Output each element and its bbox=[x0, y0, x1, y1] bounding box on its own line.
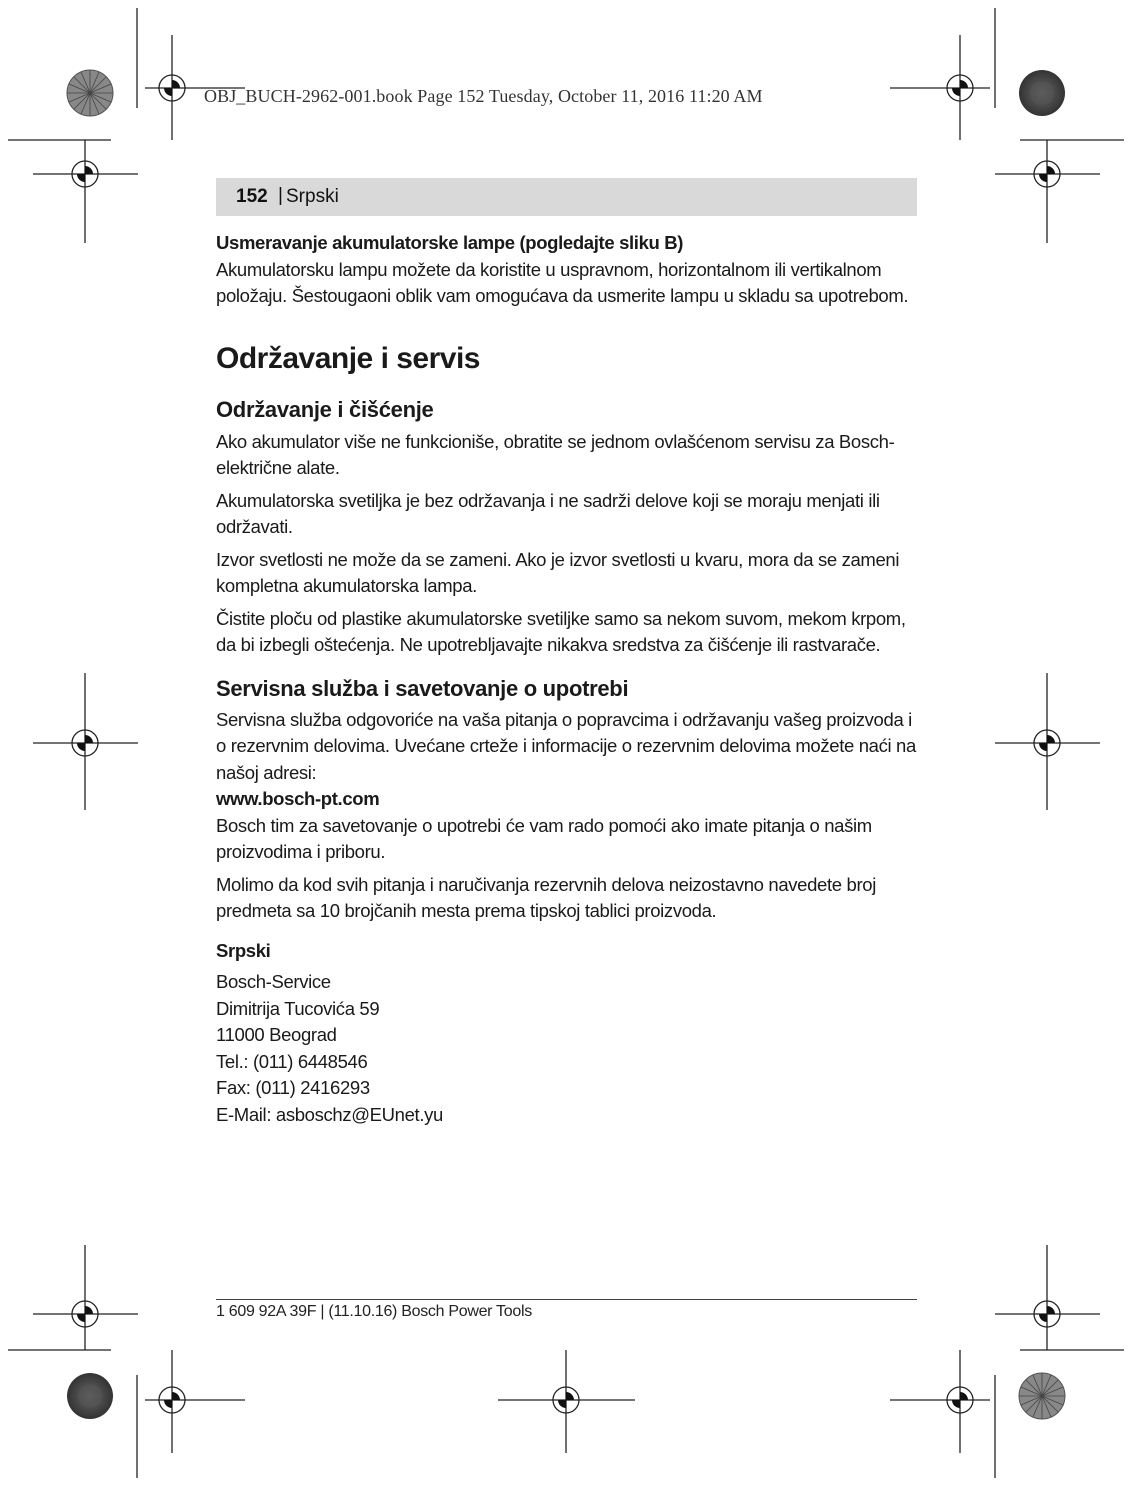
cleaning-paragraph: Izvor svetlosti ne može da se zameni. Ako je izvor svetlosti u kvaru, mora da se zameni kompletna akumulatorska lampa. bbox=[216, 548, 900, 596]
service-address bbox=[216, 969, 918, 1128]
address-line: Tel.: (011) 6448546 bbox=[216, 1050, 368, 1072]
service-paragraph: Servisna služba odgovoriće na vaša pitanja o popravcima i održavanju vašeg proizvoda i o rezervnim delovima. Uvećane crteže i informacije o rezervnim delovima možete naći na našoj adresi: bbox=[216, 708, 916, 783]
address-line: 11000 Beograd bbox=[216, 1024, 337, 1045]
address-line: E-Mail: asboschz@EUnet.yu bbox=[216, 1103, 443, 1125]
page-header-separator: | bbox=[278, 185, 283, 206]
light-direction-heading: Usmeravanje akumulatorske lampe (pogledajte sliku B) bbox=[216, 232, 684, 253]
service-website: www.bosch-pt.com bbox=[216, 788, 380, 809]
cleaning-paragraph: Ako akumulator više ne funkcioniše, obratite se jednom ovlašćenom servisu za Bosch-električne alate. bbox=[216, 430, 895, 478]
page-number: 152 bbox=[236, 186, 268, 207]
service-heading: Servisna služba i savetovanje o upotrebi bbox=[216, 675, 629, 701]
address-country: Srpski bbox=[216, 939, 271, 961]
book-file-header: OBJ_BUCH-2962-001.book Page 152 Tuesday, October 11, 2016 11:20 AM bbox=[204, 86, 763, 106]
cleaning-paragraph: Čistite ploču od plastike akumulatorske svetiljke samo sa nekom suvom, mekom krpom, da bi izbegli oštećenja. Ne upotrebljavajte nikakva sredstva za čišćenje ili rastvarače. bbox=[216, 607, 906, 655]
page-header-band bbox=[216, 178, 917, 216]
footer-text: 1 609 92A 39F | (11.10.16) Bosch Power Tools bbox=[216, 1303, 532, 1320]
address-line: Fax: (011) 2416293 bbox=[216, 1077, 370, 1098]
light-direction-text: Akumulatorsku lampu možete da koristite u uspravnom, horizontalnom ili vertikalnom položaju. Šestougaoni oblik vam omogućava da usmerite lampu u skladu sa upotrebom. bbox=[216, 258, 909, 306]
footer-rule bbox=[216, 1299, 917, 1300]
page-content bbox=[216, 230, 918, 1128]
service-paragraph: Bosch tim za savetovanje o upotrebi će vam rado pomoći ako imate pitanja o našim proizvodima i priboru. bbox=[216, 814, 872, 862]
cleaning-paragraph: Akumulatorska svetiljka je bez održavanja i ne sadrži delove koji se moraju menjati ili održavati. bbox=[216, 489, 880, 537]
page-language: Srpski bbox=[286, 186, 339, 207]
address-line: Dimitrija Tucovića 59 bbox=[216, 997, 380, 1019]
maintenance-title: Održavanje i servis bbox=[216, 341, 480, 375]
address-line: Bosch-Service bbox=[216, 971, 331, 992]
cleaning-heading: Održavanje i čišćenje bbox=[216, 396, 434, 422]
service-paragraph: Molimo da kod svih pitanja i naručivanja rezervnih delova neizostavno navedete broj predmeta sa 10 brojčanih mesta prema tipskoj tablici proizvoda. bbox=[216, 873, 876, 921]
